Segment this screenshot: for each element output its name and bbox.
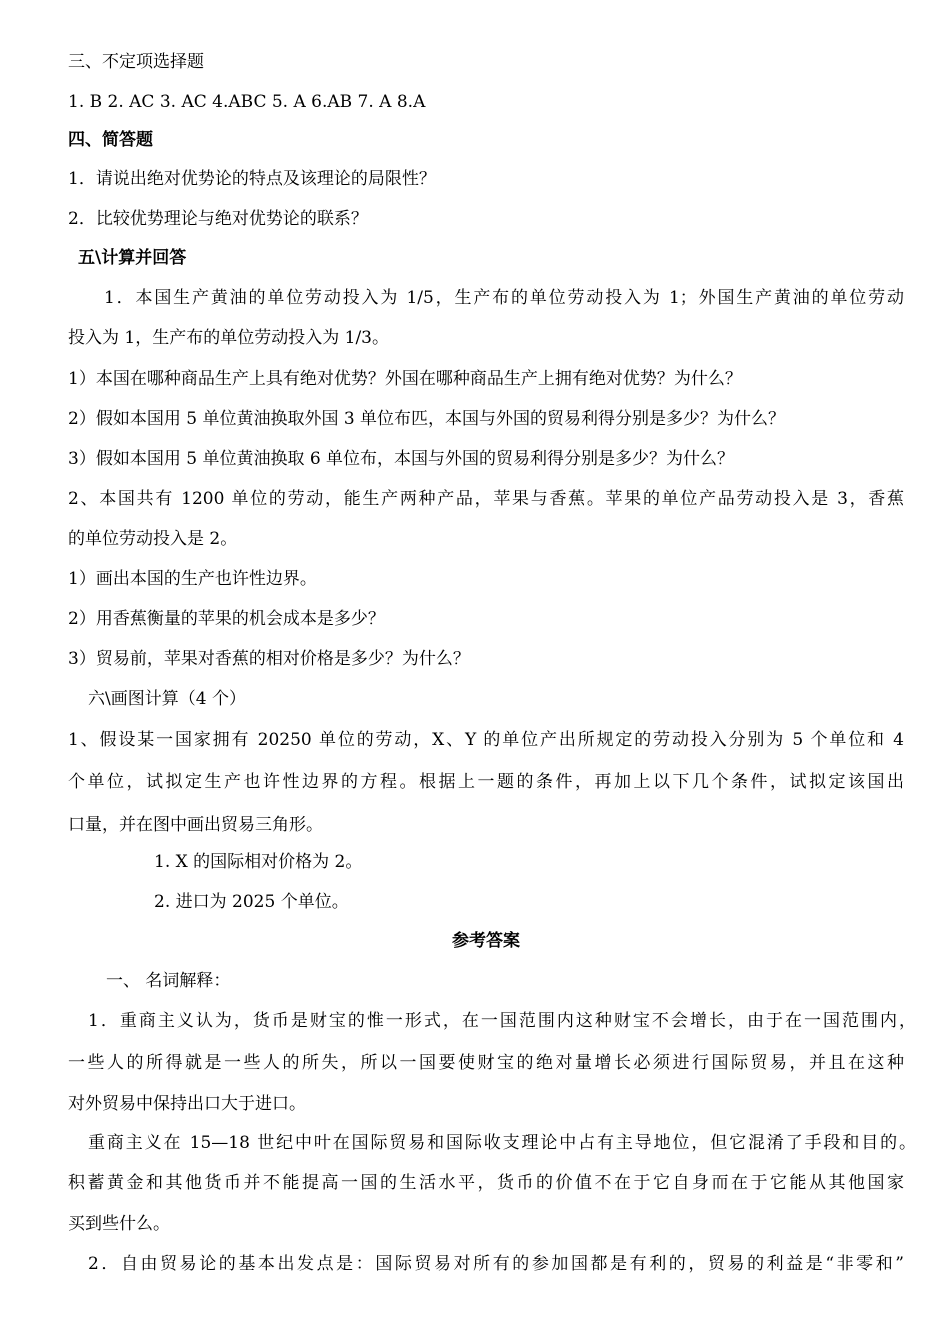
paragraph-line: 对外贸易中保持出口大于进口。: [68, 1094, 306, 1114]
paragraph-line: 积蓄黄金和其他货币并不能提高一国的生活水平，货币的价值不在于它自身而在于它能从其他国家: [68, 1173, 904, 1193]
question-line: 1．请说出绝对优势论的特点及该理论的局限性？: [68, 169, 436, 189]
section-heading-drawing: 六\画图计算（4 个）: [88, 689, 246, 709]
paragraph-line: 投入为 1，生产布的单位劳动投入为 1/3。: [68, 328, 389, 348]
section-heading-calculation: 五\计算并回答: [78, 248, 187, 268]
question-line: 1）本国在哪种商品生产上具有绝对优势？外国在哪种商品生产上拥有绝对优势？为什么？: [68, 369, 742, 389]
answer-section-heading: 一、 名词解释：: [106, 971, 231, 991]
paragraph-line: 一些人的所得就是一些人的所失，所以一国要使财宝的绝对量增长必须进行国际贸易，并且在这种: [68, 1053, 904, 1073]
reference-answer-title: 参考答案: [452, 931, 520, 951]
paragraph-line: 1、假设某一国家拥有 20250 单位的劳动，X、Y 的单位产出所规定的劳动投入分别为 5 个单位和 4: [68, 730, 904, 750]
paragraph-line: 2．自由贸易论的基本出发点是：国际贸易对所有的参加国都是有利的，贸易的利益是“非零和”: [88, 1254, 904, 1274]
question-line: 2）用香蕉衡量的苹果的机会成本是多少？: [68, 609, 385, 629]
numbered-condition: 1. X 的国际相对价格为 2。: [154, 852, 363, 872]
paragraph-line: 的单位劳动投入是 2。: [68, 529, 238, 549]
section-heading-short-answer: 四、简答题: [68, 130, 153, 150]
numbered-condition: 2. 进口为 2025 个单位。: [154, 892, 349, 912]
question-line: 3）贸易前，苹果对香蕉的相对价格是多少？为什么？: [68, 649, 470, 669]
question-line: 2．比较优势理论与绝对优势论的联系？: [68, 209, 368, 229]
paragraph-line: 1．本国生产黄油的单位劳动投入为 1/5，生产布的单位劳动投入为 1；外国生产黄油的单位劳动: [104, 288, 904, 308]
question-line: 2）假如本国用 5 单位黄油换取外国 3 单位布匹，本国与外国的贸易利得分别是多少？为什么？: [68, 409, 786, 429]
paragraph-line: 重商主义在 15—18 世纪中叶在国际贸易和国际收支理论中占有主导地位，但它混淆了手段和目的。: [88, 1133, 916, 1153]
question-line: 1）画出本国的生产也许性边界。: [68, 569, 317, 589]
paragraph-line: 口量，并在图中画出贸易三角形。: [68, 815, 323, 835]
paragraph-line: 买到些什么。: [68, 1214, 170, 1234]
section-heading-multiple-choice: 三、不定项选择题: [68, 52, 204, 72]
answer-key-line: 1. B 2. AC 3. AC 4.ABC 5. A 6.AB 7. A 8.A: [68, 92, 426, 112]
paragraph-line: 2、本国共有 1200 单位的劳动，能生产两种产品，苹果与香蕉。苹果的单位产品劳动投入是 3，香蕉: [68, 489, 904, 509]
paragraph-line: 个单位，试拟定生产也许性边界的方程。根据上一题的条件，再加上以下几个条件，试拟定该国出: [68, 772, 904, 792]
paragraph-line: 1．重商主义认为，货币是财宝的惟一形式，在一国范围内这种财宝不会增长，由于在一国范围内，: [88, 1011, 916, 1031]
question-line: 3）假如本国用 5 单位黄油换取 6 单位布，本国与外国的贸易利得分别是多少？为什么？: [68, 449, 735, 469]
